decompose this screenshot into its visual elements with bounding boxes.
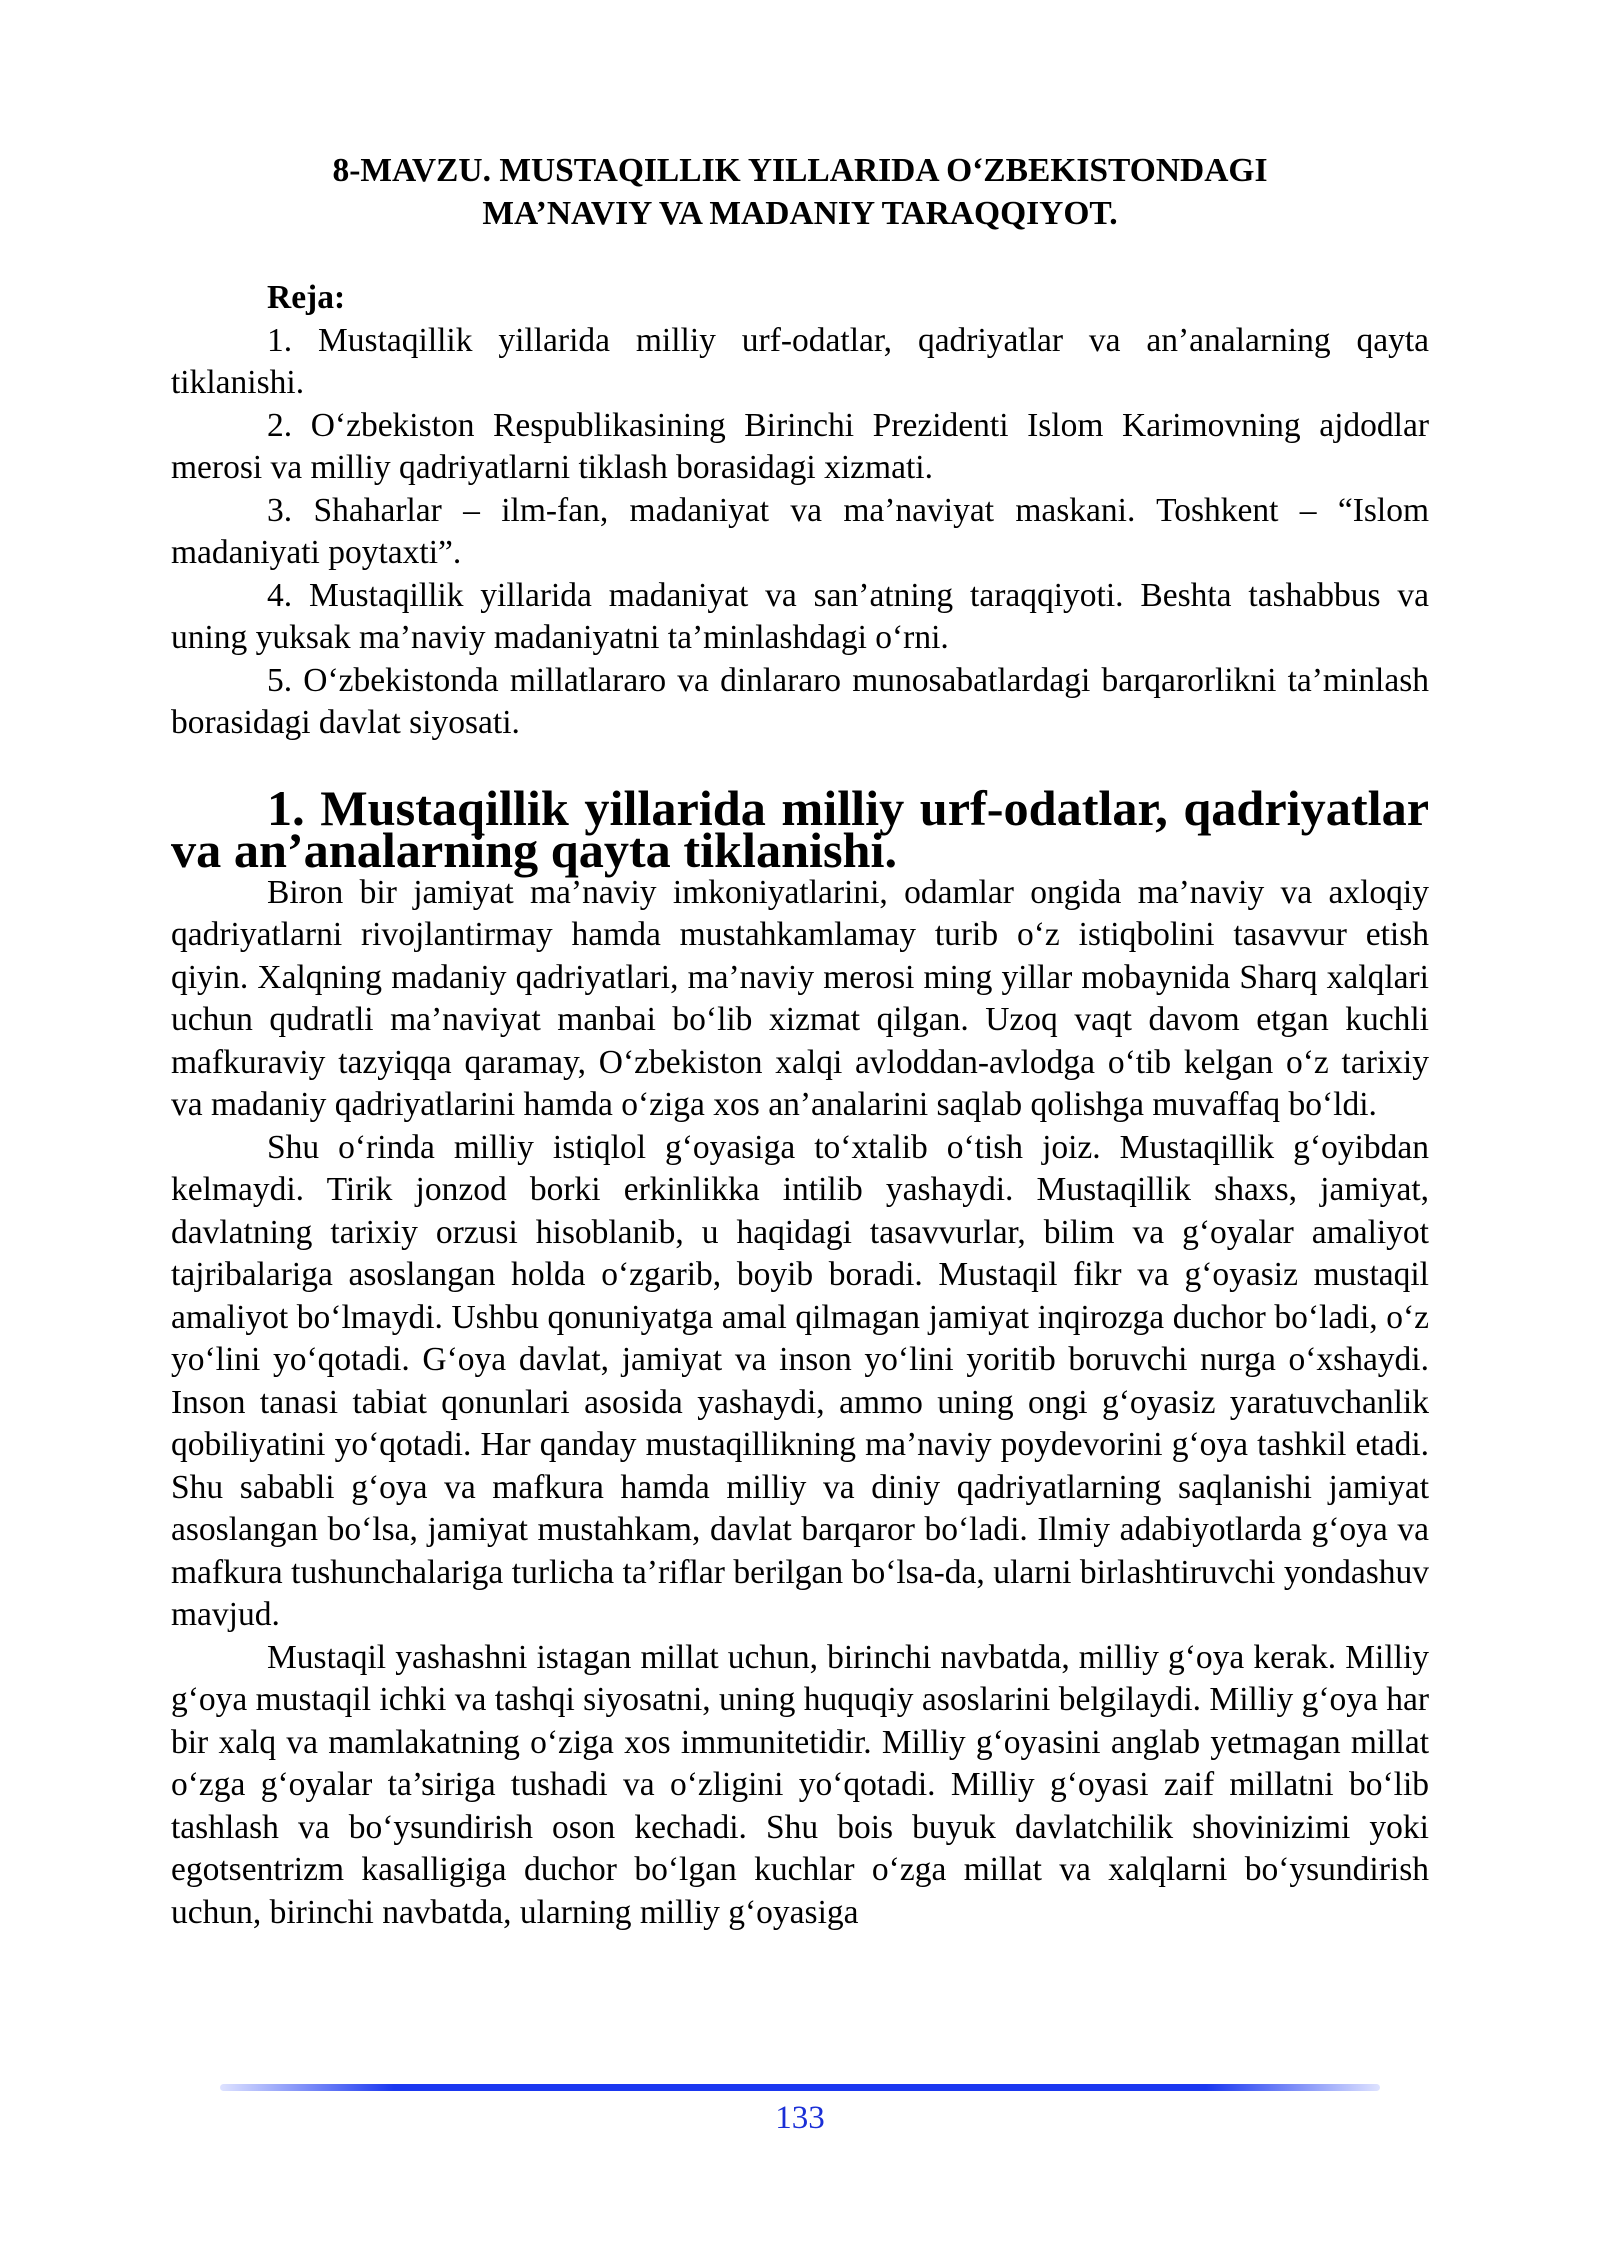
title-line-2: MA’NAVIY VA MADANIY TARAQQIYOT. [482, 194, 1118, 232]
title-line-1: 8-MAVZU. MUSTAQILLIK YILLARIDA O‘ZBEKISTONDAGI [332, 152, 1268, 189]
plan-item-2: 2. O‘zbekiston Respublikasining Birinchi Prezidenti Islom Karimovning ajdodlar merosi va milliy qadriyatlarni tiklash borasidagi xizmati. [171, 406, 1429, 486]
plan-list [171, 320, 1429, 745]
body-text [171, 872, 1429, 1935]
page-content [171, 150, 1429, 1934]
footer-divider [220, 2084, 1380, 2091]
plan-item-1: 1. Mustaqillik yillarida milliy urf-odatlar, qadriyatlar va an’analarning qayta tiklanishi. [171, 321, 1429, 401]
plan-item-3: 3. Shaharlar – ilm-fan, madaniyat va ma’naviyat maskani. Toshkent – “Islom madaniyati poytaxti”. [171, 491, 1429, 571]
paragraph-1: Biron bir jamiyat ma’naviy imkoniyatlarini, odamlar ongida ma’naviy va axloqiy qadriyatlarni rivojlantirmay hamda mustahkamlamay turib o‘z istiqbolini tasavvur etish qiyin. Xalqning madaniy qadriyatlari, ma’naviy merosi ming yillar mobaynida Sharq xalqlari uchun qudratli ma’naviyat manbai bo‘lib xizmat qilgan. Uzoq vaqt davom etgan kuchli mafkuraviy tazyiqqa qaramay, O‘zbekiston xalqi avloddan-avlodga o‘tib kelgan o‘z tarixiy va madaniy qadriyatlarini hamda o‘ziga xos an’analarini saqlab qolishga muvaffaq bo‘ldi. [171, 873, 1429, 1123]
plan-item-5: 5. O‘zbekistonda millatlararo va dinlararo munosabatlardagi barqarorlikni ta’minlash borasidagi davlat siyosati. [171, 661, 1429, 741]
section-heading: 1. Mustaqillik yillarida milliy urf-odatlar, qadriyatlar va an’analarning qayta tiklanishi. [171, 779, 1429, 878]
page-title [171, 150, 1429, 235]
plan-heading: Reja: [267, 279, 346, 316]
paragraph-2: Shu o‘rinda milliy istiqlol g‘oyasiga to‘xtalib o‘tish joiz. Mustaqillik g‘oyibdan kelmaydi. Tirik jonzod borki erkinlikka intilib yashaydi. Mustaqillik shaxs, jamiyat, davlatning tarixiy orzusi hisoblanib, u haqidagi tasavvurlar, bilim va g‘oyalar amaliyot tajribalariga asoslangan holda o‘zgarib, boyib boradi. Mustaqil fikr va g‘oyasiz mustaqil amaliyot bo‘lmaydi. Ushbu qonuniyatga amal qilmagan jamiyat inqirozga duchor bo‘ladi, o‘z yo‘lini yo‘qotadi. G‘oya davlat, jamiyat va inson yo‘lini yoritib boruvchi nurga o‘xshaydi. Inson tanasi tabiat qonunlari asosida yashaydi, ammo uning ongi g‘oyasiz yaratuvchanlik qobiliyatini yo‘qotadi. Har qanday mustaqillikning ma’naviy poydevorini g‘oya tashkil etadi. Shu sababli g‘oya va mafkura hamda milliy va diniy qadriyatlarning saqlanishi jamiyat asoslangan bo‘lsa, jamiyat mustahkam, davlat barqaror bo‘ladi. Ilmiy adabiyotlarda g‘oya va mafkura tushunchalariga turlicha ta’riflar berilgan bo‘lsa-da, ularni birlashtiruvchi yondashuv mavjud. [171, 1128, 1429, 1633]
page-number: 133 [775, 2100, 825, 2136]
paragraph-3: Mustaqil yashashni istagan millat uchun, birinchi navbatda, milliy g‘oya kerak. Milliy g‘oya mustaqil ichki va tashqi siyosatni, uning huquqiy asoslarini belgilaydi. Milliy g‘oya har bir xalq va mamlakatning o‘ziga xos immunitetidir. Milliy g‘oyasini anglab yetmagan millat o‘zga g‘oyalar ta’siriga tushadi va o‘zligini yo‘qotadi. Milliy g‘oyasi zaif millatni bo‘lib tashlash va bo‘ysundirish oson kechadi. Shu bois buyuk davlatchilik shovinizimi yoki egotsentrizm kasalligiga duchor bo‘lgan kuchlar o‘zga millat va xalqlarni bo‘ysundirish uchun, birinchi navbatda, ularning milliy g‘oyasiga [171, 1638, 1429, 1931]
plan-item-4: 4. Mustaqillik yillarida madaniyat va san’atning taraqqiyoti. Beshta tashabbus va uning yuksak ma’naviy madaniyatni ta’minlashdagi o‘rni. [171, 576, 1429, 656]
